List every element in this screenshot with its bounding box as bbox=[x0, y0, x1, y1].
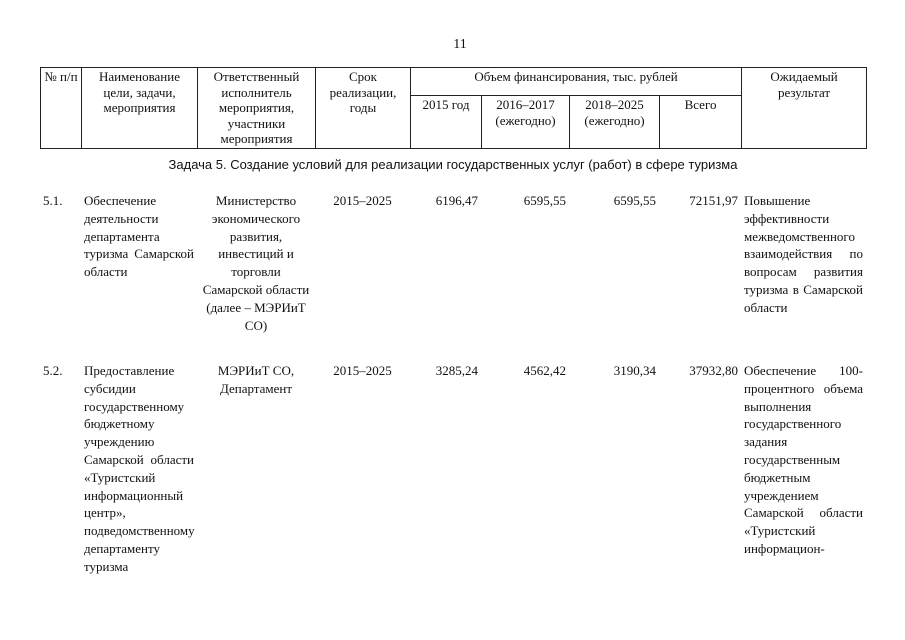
header-total: Всего bbox=[660, 96, 742, 148]
table-row bbox=[40, 362, 866, 576]
row-2015: 6196,47 bbox=[435, 193, 478, 208]
header-financing: Объем финансирования, тыс. рублей bbox=[411, 68, 742, 96]
header-name: Наименование цели, задачи, мероприятия bbox=[82, 68, 198, 149]
row-name: Обеспечение деятельности департамента туризма Самарской области bbox=[84, 193, 194, 280]
row-number: 5.1. bbox=[43, 193, 63, 208]
header-term: Срок реализации, годы bbox=[316, 68, 411, 149]
row-2018-2025: 6595,55 bbox=[613, 193, 656, 208]
row-result: Обеспечение 100-процентного объема выполнения государственного задания государственным бюджетным учреждением Самарской области «Туристский информацион- bbox=[744, 363, 863, 556]
page-number: 11 bbox=[453, 37, 467, 52]
header-responsible: Ответственный исполнитель мероприятия, участники мероприятия bbox=[198, 68, 316, 149]
row-responsible: МЭРИиТ СО, Департамент bbox=[217, 363, 295, 396]
row-2016-2017: 4562,42 bbox=[523, 363, 566, 378]
header-2015: 2015 год bbox=[411, 96, 482, 148]
task-title: Задача 5. Создание условий для реализации государственных услуг (работ) в сфере туризма bbox=[168, 157, 738, 172]
row-2016-2017: 6595,55 bbox=[523, 193, 566, 208]
header-result: Ожидаемый результат bbox=[742, 68, 867, 149]
row-total: 72151,97 bbox=[689, 193, 738, 208]
row-term: 2015–2025 bbox=[333, 193, 392, 208]
header-num: № п/п bbox=[41, 68, 82, 149]
header-2018-2025: 2018–2025 (ежегодно) bbox=[570, 96, 660, 148]
row-result: Повышение эффективности межведомственного взаимодействия по вопросам развития туризма в Самарской области bbox=[744, 193, 863, 315]
row-total: 37932,80 bbox=[689, 363, 738, 378]
row-number: 5.2. bbox=[43, 363, 63, 378]
row-term: 2015–2025 bbox=[333, 363, 392, 378]
row-responsible: Министерство экономического развития, инвестиций и торговли Самарской области (далее – МЭРИиТ СО) bbox=[202, 193, 310, 333]
header-2016-2017: 2016–2017 (ежегодно) bbox=[482, 96, 570, 148]
row-name: Предоставление субсидии государственному бюджетному учреждению Самарской области «Туристский информационный центр», подведомственному департаменту туризма bbox=[84, 363, 195, 574]
table-row bbox=[40, 192, 866, 334]
table-header bbox=[40, 67, 867, 149]
row-2015: 3285,24 bbox=[435, 363, 478, 378]
row-2018-2025: 3190,34 bbox=[613, 363, 656, 378]
